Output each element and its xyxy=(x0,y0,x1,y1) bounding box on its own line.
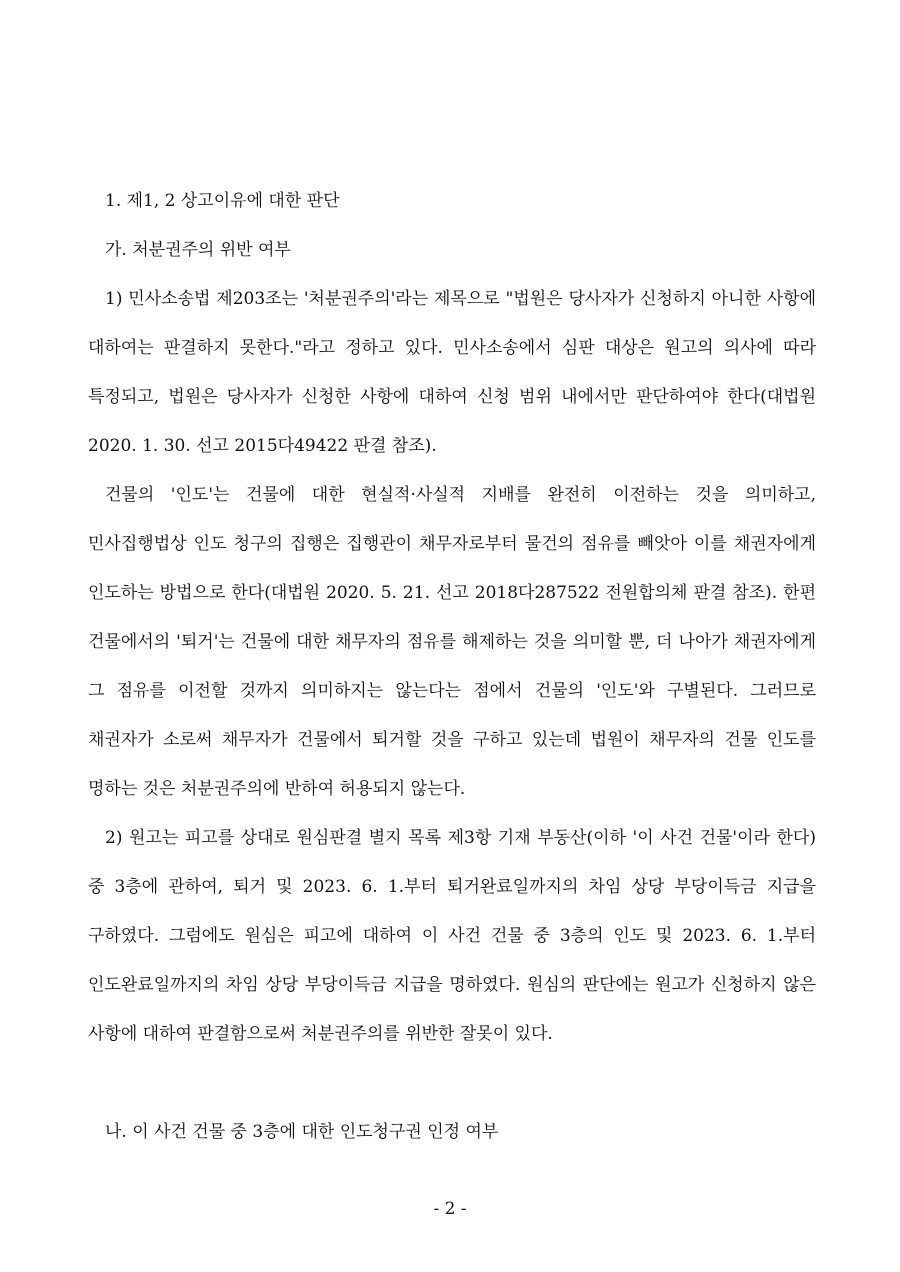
subsection-heading-b: 나. 이 사건 건물 중 3층에 대한 인도청구권 인정 여부 xyxy=(105,1122,499,1142)
subsection-heading-a: 가. 처분권주의 위반 여부 xyxy=(105,240,291,260)
paragraph-3: 2) 원고는 피고를 상대로 원심판결 별지 목록 제3항 기재 부동산(이하 '이 사건 건물'이라 한다) 중 3층에 관하여, 퇴거 및 2023. 6. 1.부터 퇴거완료일까지의 차임 상당 부당이득금 지급을 구하였다. 그럼에도 원심은 피고에 대하여 이 사건 건물 중 3층의 인도 및 2023. 6. 1.부터 인도완료일까지의 차임 상당 부당이득금 지급을 명하였다. 원심의 판단에는 원고가 신청하지 않은 사항에 대하여 판결함으로써 처분권주의를 위반한 잘못이 있다. xyxy=(88,828,816,1044)
paragraph-1: 1) 민사소송법 제203조는 '처분권주의'라는 제목으로 "법원은 당사자가 신청하지 아니한 사항에 대하여는 판결하지 못한다."라고 정하고 있다. 민사소송에서 심판 대상은 원고의 의사에 따라 특정되고, 법원은 당사자가 신청한 사항에 대하여 신청 범위 내에서만 판단하여야 한다(대법원 2020. 1. 30. 선고 2015다49422 판결 참조). xyxy=(88,289,816,456)
section-heading: 1. 제1, 2 상고이유에 대한 판단 xyxy=(105,191,340,211)
paragraph-2: 건물의 '인도'는 건물에 대한 현실적·사실적 지배를 완전히 이전하는 것을 의미하고, 민사집행법상 인도 청구의 집행은 집행관이 채무자로부터 물건의 점유를 빼앗아 이를 채권자에게 인도하는 방법으로 한다(대법원 2020. 5. 21. 선고 2018다287522 전원합의체 판결 참조). 한편 건물에서의 '퇴거'는 건물에 대한 채무자의 점유를 해제하는 것을 의미할 뿐, 더 나아가 채권자에게 그 점유를 이전할 것까지 의미하지는 않는다는 점에서 건물의 '인도'와 구별된다. 그러므로 채권자가 소로써 채무자가 건물에서 퇴거할 것을 구하고 있는데 법원이 채무자의 건물 인도를 명하는 것은 처분권주의에 반하여 허용되지 않는다. xyxy=(88,485,816,799)
page-number: - 2 - xyxy=(433,1199,467,1219)
